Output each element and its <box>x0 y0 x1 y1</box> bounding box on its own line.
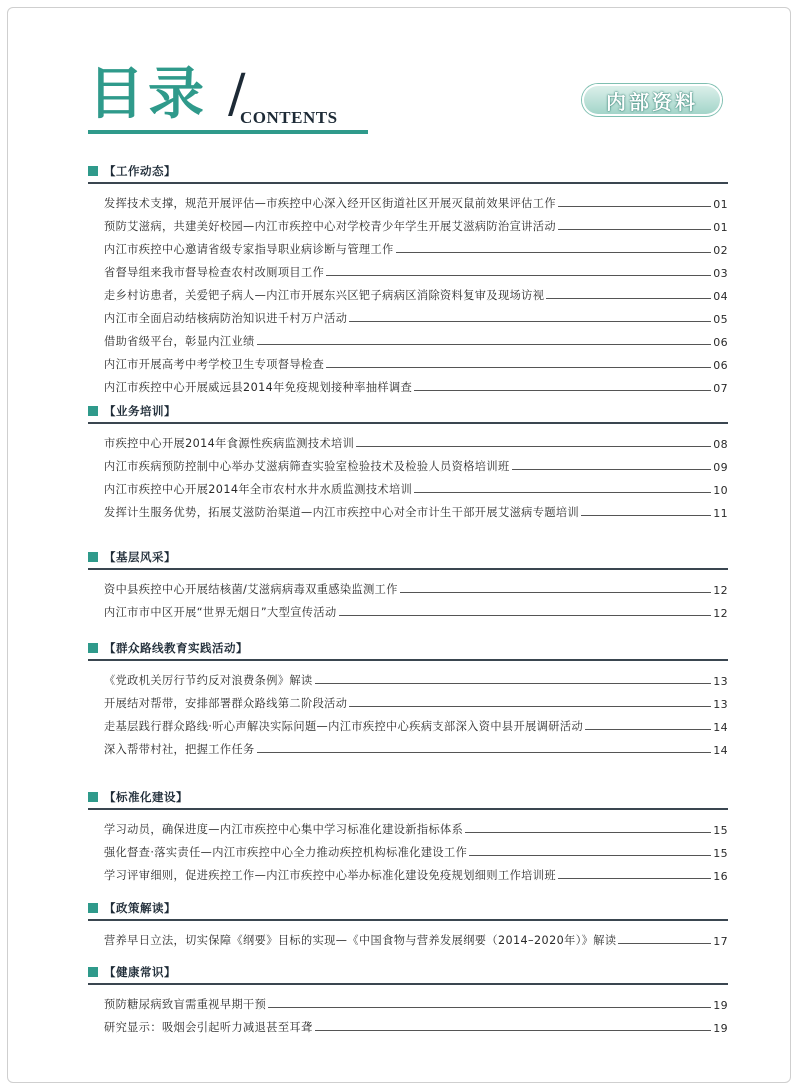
toc-entry-page: 14 <box>713 721 728 734</box>
toc-entry-page: 09 <box>713 461 728 474</box>
toc-entry[interactable] <box>104 597 728 620</box>
toc-entry-page: 14 <box>713 744 728 757</box>
section-title: 【基层风采】 <box>104 550 176 564</box>
toc-entry[interactable] <box>104 257 728 280</box>
section-marker-icon <box>88 967 98 977</box>
section-marker-icon <box>88 792 98 802</box>
toc-entry[interactable] <box>104 925 728 948</box>
section-title: 【政策解读】 <box>104 901 176 915</box>
toc-entry-title: 学习动员，确保进度—内江市疾控中心集中学习标准化建设新指标体系 <box>104 823 464 836</box>
leader-line <box>585 729 711 730</box>
toc-entry[interactable] <box>104 428 728 451</box>
leader-line <box>315 1030 712 1031</box>
toc-entry-title: 内江市疾控中心邀请省级专家指导职业病诊断与管理工作 <box>104 243 394 256</box>
toc-entry[interactable] <box>104 711 728 734</box>
section-title: 【工作动态】 <box>104 164 176 178</box>
toc-entry-page: 12 <box>713 584 728 597</box>
toc-entry-page: 07 <box>713 382 728 395</box>
toc-entry-title: 内江市疾控中心开展2014年全市农村水井水质监测技术培训 <box>104 483 413 496</box>
toc-entry-title: 预防糖尿病致盲需重视早期干预 <box>104 998 267 1011</box>
toc-entry[interactable] <box>104 372 728 395</box>
toc-entry-page: 10 <box>713 484 728 497</box>
leader-line <box>356 446 711 447</box>
leader-line <box>558 206 711 207</box>
toc-header <box>88 62 728 142</box>
entry-list <box>88 428 728 520</box>
entry-list <box>88 665 728 757</box>
toc-entry[interactable] <box>104 326 728 349</box>
toc-entry-page: 06 <box>713 359 728 372</box>
toc-section-training <box>88 403 728 520</box>
toc-entry[interactable] <box>104 665 728 688</box>
toc-entry[interactable] <box>104 234 728 257</box>
toc-entry[interactable] <box>104 574 728 597</box>
toc-entry-title: 资中县疾控中心开展结核菌/艾滋病病毒双重感染监测工作 <box>104 583 398 596</box>
toc-entry-title: 开展结对帮带，安排部署群众路线第二阶段活动 <box>104 697 348 710</box>
leader-line <box>396 252 711 253</box>
toc-entry-page: 19 <box>713 1022 728 1035</box>
toc-entry[interactable] <box>104 211 728 234</box>
toc-entry[interactable] <box>104 688 728 711</box>
toc-entry-title: 学习评审细则，促进疾控工作—内江市疾控中心举办标准化建设免疫规划细则工作培训班 <box>104 869 556 882</box>
toc-section-work-news <box>88 163 728 395</box>
section-title: 【健康常识】 <box>104 965 176 979</box>
toc-section-grassroots <box>88 549 728 620</box>
toc-entry-page: 01 <box>713 198 728 211</box>
toc-entry[interactable] <box>104 1012 728 1035</box>
toc-entry-title: 预防艾滋病，共建美好校园—内江市疾控中心对学校青少年学生开展艾滋病防治宣讲活动 <box>104 220 556 233</box>
toc-section-mass-line <box>88 640 728 757</box>
section-rule <box>88 983 728 985</box>
leader-line <box>339 615 712 616</box>
toc-entry-page: 16 <box>713 870 728 883</box>
entry-list <box>88 814 728 883</box>
toc-entry-page: 11 <box>713 507 728 520</box>
leader-line <box>315 683 712 684</box>
leader-line <box>618 943 711 944</box>
toc-entry[interactable] <box>104 837 728 860</box>
entry-list <box>88 989 728 1035</box>
section-rule <box>88 422 728 424</box>
toc-entry[interactable] <box>104 188 728 211</box>
leader-line <box>326 367 711 368</box>
toc-entry-page: 13 <box>713 675 728 688</box>
leader-line <box>581 515 711 516</box>
toc-section-policy <box>88 900 728 948</box>
toc-entry-title: 内江市疾控中心开展威远县2014年免疫规划接种率抽样调查 <box>104 381 413 394</box>
leader-line <box>349 706 711 707</box>
leader-line <box>465 832 711 833</box>
section-rule <box>88 659 728 661</box>
leader-line <box>414 390 711 391</box>
title-slash: / <box>228 64 246 124</box>
toc-entry[interactable] <box>104 349 728 372</box>
toc-entry-title: 走基层践行群众路线·听心声解决实际问题—内江市疾控中心疾病支部深入资中县开展调研活动 <box>104 720 584 733</box>
section-marker-icon <box>88 643 98 653</box>
toc-entry-title: 发挥计生服务优势，拓展艾滋防治渠道—内江市疾控中心对全市计生干部开展艾滋病专题培训 <box>104 506 580 519</box>
toc-entry-page: 04 <box>713 290 728 303</box>
leader-line <box>546 298 711 299</box>
toc-entry-page: 03 <box>713 267 728 280</box>
entry-list <box>88 574 728 620</box>
toc-entry[interactable] <box>104 497 728 520</box>
leader-line <box>349 321 711 322</box>
leader-line <box>400 592 711 593</box>
toc-entry-page: 08 <box>713 438 728 451</box>
toc-entry[interactable] <box>104 860 728 883</box>
toc-title-english: CONTENTS <box>240 108 338 127</box>
toc-entry[interactable] <box>104 303 728 326</box>
toc-entry-title: 内江市开展高考中考学校卫生专项督导检查 <box>104 358 325 371</box>
toc-entry-title: 深入帮带村社，把握工作任务 <box>104 743 255 756</box>
toc-entry-page: 12 <box>713 607 728 620</box>
toc-entry-page: 06 <box>713 336 728 349</box>
section-marker-icon <box>88 552 98 562</box>
toc-entry-page: 05 <box>713 313 728 326</box>
toc-entry-title: 研究显示：吸烟会引起听力减退甚至耳聋 <box>104 1021 313 1034</box>
toc-entry-title: 发挥技术支撑，规范开展评估—市疾控中心深入经开区街道社区开展灭鼠前效果评估工作 <box>104 197 556 210</box>
section-title: 【业务培训】 <box>104 404 176 418</box>
section-marker-icon <box>88 166 98 176</box>
leader-line <box>469 855 711 856</box>
section-title: 【群众路线教育实践活动】 <box>104 641 248 655</box>
leader-line <box>257 752 712 753</box>
section-rule <box>88 568 728 570</box>
toc-section-standardization <box>88 789 728 883</box>
leader-line <box>558 229 711 230</box>
section-rule <box>88 919 728 921</box>
toc-entry[interactable] <box>104 734 728 757</box>
toc-title: 目录 <box>88 61 208 127</box>
leader-line <box>558 878 711 879</box>
toc-entry-page: 17 <box>713 935 728 948</box>
toc-entry-page: 02 <box>713 244 728 257</box>
toc-entry[interactable] <box>104 989 728 1012</box>
section-rule <box>88 808 728 810</box>
entry-list <box>88 925 728 948</box>
toc-entry-title: 《党政机关厉行节约反对浪费条例》解读 <box>104 674 313 687</box>
toc-entry[interactable] <box>104 451 728 474</box>
leader-line <box>268 1007 711 1008</box>
toc-entry-page: 19 <box>713 999 728 1012</box>
toc-entry-title: 内江市市中区开展“世界无烟日”大型宣传活动 <box>104 606 337 619</box>
toc-entry[interactable] <box>104 814 728 837</box>
toc-entry-page: 13 <box>713 698 728 711</box>
leader-line <box>326 275 711 276</box>
toc-entry-title: 走乡村访患者，关爱钯子病人—内江市开展东兴区钯子病病区消除资料复审及现场访视 <box>104 289 545 302</box>
entry-list <box>88 188 728 395</box>
section-marker-icon <box>88 903 98 913</box>
toc-section-health-knowledge <box>88 964 728 1035</box>
toc-entry[interactable] <box>104 474 728 497</box>
toc-entry[interactable] <box>104 280 728 303</box>
toc-entry-page: 01 <box>713 221 728 234</box>
section-rule <box>88 182 728 184</box>
internal-material-badge: 内部资料 <box>582 84 722 116</box>
toc-entry-page: 15 <box>713 824 728 837</box>
toc-entry-title: 借助省级平台，彰显内江业绩 <box>104 335 255 348</box>
leader-line <box>257 344 712 345</box>
toc-entry-title: 内江市疾病预防控制中心举办艾滋病筛查实验室检验技术及检验人员资格培训班 <box>104 460 510 473</box>
toc-entry-title: 营养早日立法，切实保障《纲要》目标的实现—《中国食物与营养发展纲要（2014–2020年）》解读 <box>104 934 617 947</box>
toc-entry-title: 市疾控中心开展2014年食源性疾病监测技术培训 <box>104 437 355 450</box>
toc-entry-title: 内江市全面启动结核病防治知识进千村万户活动 <box>104 312 348 325</box>
toc-entry-title: 省督导组来我市督导检查农村改厕项目工作 <box>104 266 325 279</box>
leader-line <box>512 469 712 470</box>
title-underline <box>88 130 368 134</box>
section-title: 【标准化建设】 <box>104 790 188 804</box>
toc-entry-page: 15 <box>713 847 728 860</box>
toc-entry-title: 强化督查·落实责任—内江市疾控中心全力推动疾控机构标准化建设工作 <box>104 846 468 859</box>
section-marker-icon <box>88 406 98 416</box>
leader-line <box>414 492 711 493</box>
